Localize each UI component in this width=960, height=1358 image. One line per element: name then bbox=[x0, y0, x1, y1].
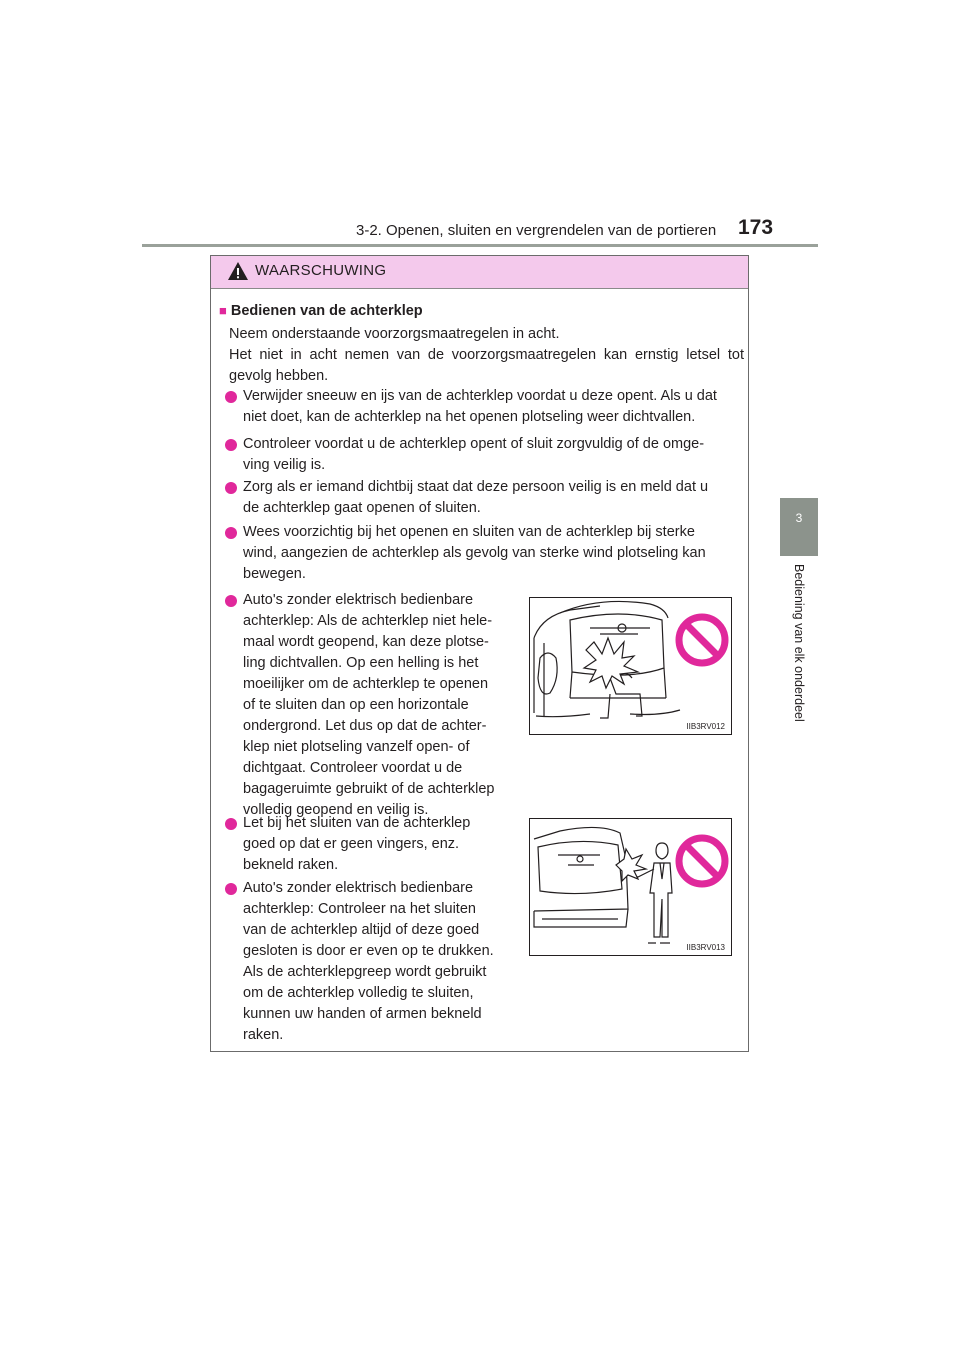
section-heading bbox=[219, 303, 423, 319]
bullet-line: Controleer voordat u de achterklep opent of sluit zorgvuldig of de omge- bbox=[243, 436, 705, 452]
bullet-line: goed op dat er geen vingers, enz. bbox=[243, 836, 460, 852]
warning-triangle-icon bbox=[227, 261, 249, 281]
bullet-line: bewegen. bbox=[243, 566, 306, 582]
bullet-line: Verwijder sneeuw en ijs van de achterklep voordat u deze opent. Als u dat bbox=[243, 388, 717, 404]
bullet-line: niet doet, kan de achterklep na het openen plotseling weer dichtvallen. bbox=[243, 409, 696, 425]
list-item bbox=[225, 522, 743, 585]
bullet-line: maal wordt geopend, kan deze plotse- bbox=[243, 634, 489, 650]
bullet-dot-icon bbox=[225, 527, 237, 539]
list-item bbox=[225, 590, 515, 821]
tailgate-falling-illustration bbox=[530, 598, 731, 734]
header-divider bbox=[142, 244, 818, 247]
warning-title: WAARSCHUWING bbox=[255, 262, 387, 279]
prohibited-icon bbox=[679, 617, 725, 663]
fingers-caught-illustration bbox=[530, 819, 731, 955]
bullet-line: klep niet plotseling vanzelf open- of bbox=[243, 739, 470, 755]
bullet-line: Auto's zonder elektrisch bedienbare bbox=[243, 880, 474, 896]
section-heading-text: Bedienen van de achterklep bbox=[230, 303, 423, 319]
bullet-line: wind, aangezien de achterklep als gevolg van sterke wind plotseling kan bbox=[243, 545, 706, 561]
bullet-dot-icon bbox=[225, 818, 237, 830]
chapter-section-title: 3-2. Openen, sluiten en vergrendelen van de portieren bbox=[356, 222, 717, 239]
bullet-line: gesloten is door er even op te drukken. bbox=[243, 943, 494, 959]
bullet-line: achterklep: Controleer na het sluiten bbox=[243, 901, 476, 917]
bullet-line: raken. bbox=[243, 1027, 284, 1043]
bullet-line: ving veilig is. bbox=[243, 457, 326, 473]
figure-code: IIB3RV012 bbox=[686, 722, 725, 731]
bullet-line: ling dichtvallen. Op een helling is het bbox=[243, 655, 479, 671]
bullet-line: om de achterklep volledig te sluiten, bbox=[243, 985, 474, 1001]
chapter-side-label bbox=[779, 564, 819, 764]
bullet-dot-icon bbox=[225, 391, 237, 403]
section-square-icon: ■ bbox=[219, 303, 227, 318]
intro-line: Neem onderstaande voorzorgsmaatregelen in acht. bbox=[229, 326, 560, 342]
warning-box bbox=[210, 255, 749, 1052]
bullet-line: bekneld raken. bbox=[243, 857, 339, 873]
bullet-line: ondergrond. Let dus op dat de achter- bbox=[243, 718, 487, 734]
warning-header bbox=[211, 256, 748, 289]
bullet-line: Zorg als er iemand dichtbij staat dat deze persoon veilig is en meld dat u bbox=[243, 479, 709, 495]
bullet-dot-icon bbox=[225, 595, 237, 607]
bullet-line: Wees voorzichtig bij het openen en sluiten van de achterklep bij sterke bbox=[243, 524, 695, 540]
intro-text bbox=[229, 324, 744, 387]
figure-code: IIB3RV013 bbox=[686, 943, 725, 952]
bullet-line: moeilijker om de achterklep te openen bbox=[243, 676, 489, 692]
bullet-dot-icon bbox=[225, 482, 237, 494]
bullet-line: van de achterklep altijd of deze goed bbox=[243, 922, 480, 938]
figure-fingers-caught bbox=[529, 818, 732, 956]
bullet-line: bagageruimte gebruikt of de achterklep bbox=[243, 781, 495, 797]
bullet-line: of te sluiten dan op een horizontale bbox=[243, 697, 469, 713]
bullet-dot-icon bbox=[225, 883, 237, 895]
bullet-dot-icon bbox=[225, 439, 237, 451]
list-item bbox=[225, 477, 743, 519]
list-item bbox=[225, 386, 743, 428]
bullet-line: Let bij het sluiten van de achterklep bbox=[243, 815, 471, 831]
bullet-line: dichtgaat. Controleer voordat u de bbox=[243, 760, 463, 776]
bullet-line: volledig geopend en veilig is. bbox=[243, 802, 429, 818]
list-item bbox=[225, 434, 743, 476]
bullet-line: Auto's zonder elektrisch bedienbare bbox=[243, 592, 474, 608]
chapter-number: 3 bbox=[795, 511, 803, 525]
bullet-line: kunnen uw handen of armen bekneld bbox=[243, 1006, 482, 1022]
prohibited-icon bbox=[679, 838, 725, 884]
list-item bbox=[225, 813, 515, 876]
bullet-line: Als de achterklepgreep wordt gebruikt bbox=[243, 964, 487, 980]
page-number: 173 bbox=[738, 216, 774, 239]
intro-line: Het niet in acht nemen van de voorzorgsmaatregelen kan ernstig letsel tot gevolg hebben. bbox=[229, 347, 744, 384]
chapter-tab[interactable] bbox=[780, 498, 818, 556]
chapter-side-label-text: Bediening van elk onderdeel bbox=[792, 564, 806, 722]
bullet-line: de achterklep gaat openen of sluiten. bbox=[243, 500, 481, 516]
bullet-line: achterklep: Als de achterklep niet hele- bbox=[243, 613, 493, 629]
list-item bbox=[225, 878, 515, 1046]
figure-tailgate-falling bbox=[529, 597, 732, 735]
